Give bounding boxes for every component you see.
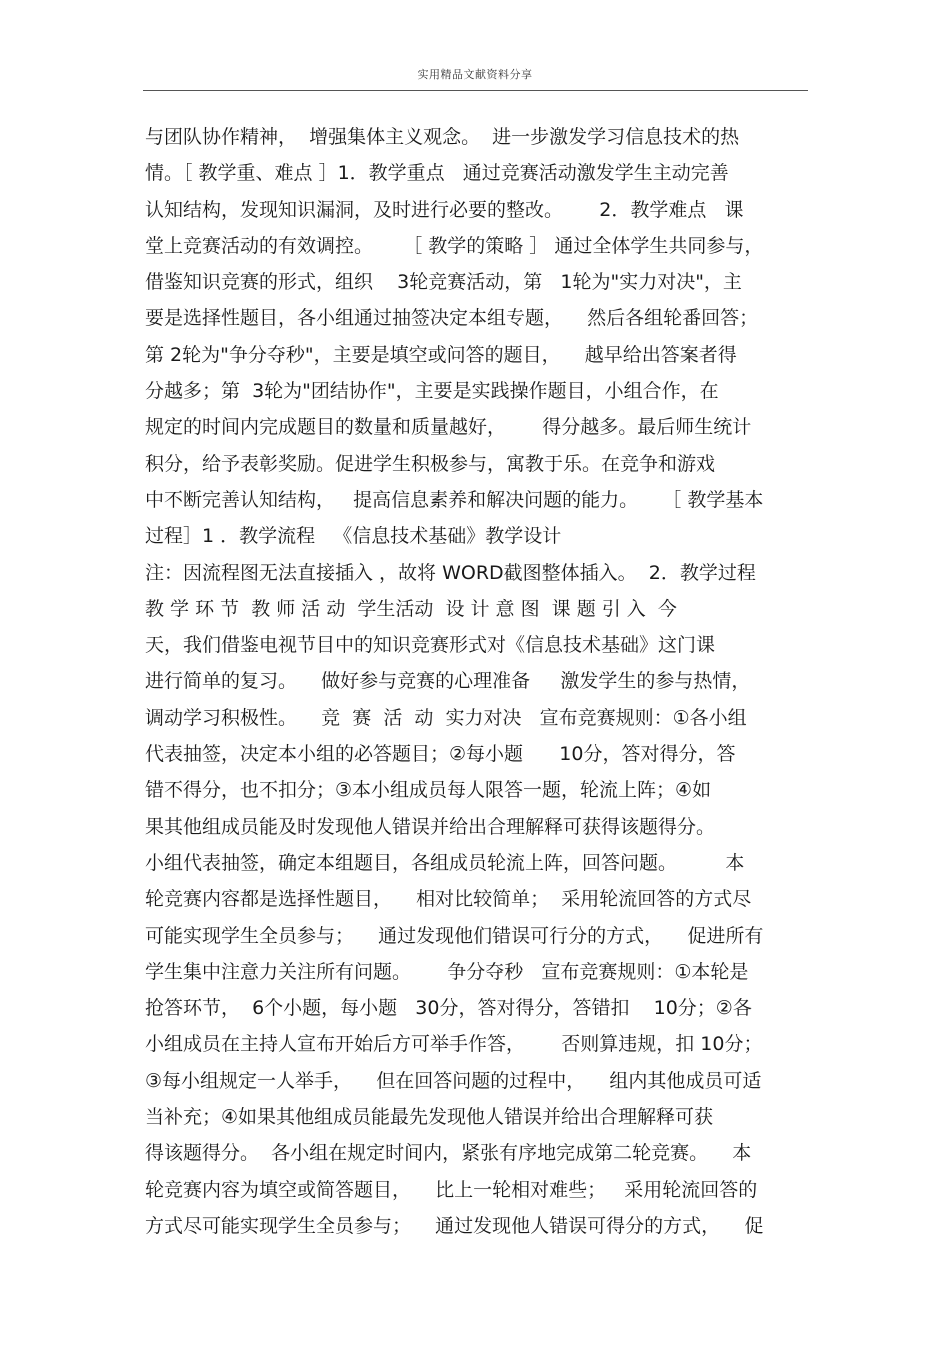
body-line: 情。［ 教学重、难点 ］1．教学重点 通过竞赛活动激发学生主动完善 <box>145 162 729 185</box>
body-line: ③每小组规定一人举手， 但在回答问题的过程中， 组内其他成员可适 <box>145 1069 762 1092</box>
body-line: 分越多；第 3轮为"团结协作"，主要是实践操作题目，小组合作，在 <box>145 380 719 403</box>
body-line: 轮竞赛内容都是选择性题目， 相对比较简单； 采用轮流回答的方式尽 <box>145 888 752 911</box>
body-line: 小组成员在主持人宣布开始后方可举手作答， 否则算违规，扣 10分； <box>145 1033 763 1056</box>
body-line: 借鉴知识竞赛的形式，组织 3轮竞赛活动，第 1轮为"实力对决"，主 <box>145 271 742 294</box>
document-body <box>145 119 810 1244</box>
body-line: 进行简单的复习。 做好参与竞赛的心理准备 激发学生的参与热情， <box>145 670 751 693</box>
body-line: 代表抽签，决定本小组的必答题目；②每小题 10分，答对得分，答 <box>145 743 736 766</box>
body-line: 方式尽可能实现学生全员参与； 通过发现他人错误可得分的方式， 促 <box>145 1214 764 1237</box>
body-line: 抢答环节， 6个小题，每小题 30分，答对得分，答错扣 10分；②各 <box>145 997 752 1020</box>
page-header-title: 实用精品文献资料分享 <box>417 68 533 81</box>
body-line: 与团队协作精神， 增强集体主义观念。 进一步激发学习信息技术的热 <box>145 126 740 148</box>
body-line: 第 2轮为"争分夺秒"，主要是填空或问答的题目， 越早给出答案者得 <box>145 343 737 366</box>
body-line: 积分，给予表彰奖励。促进学生积极参与，寓教于乐。在竞争和游戏 <box>145 452 716 475</box>
body-line: 认知结构，发现知识漏洞，及时进行必要的整改。 2．教学难点 课 <box>145 198 744 221</box>
body-line: 得该题得分。 各小组在规定时间内，紧张有序地完成第二轮竞赛。 本 <box>145 1142 752 1165</box>
body-line: 调动学习积极性。 竞 赛 活 动 实力对决 宣布竞赛规则：①各小组 <box>145 706 747 729</box>
body-line: 小组代表抽签，确定本组题目，各组成员轮流上阵，回答问题。 本 <box>145 851 745 874</box>
body-line: 可能实现学生全员参与； 通过发现他们错误可行分的方式， 促进所有 <box>145 924 764 947</box>
body-line: 果其他组成员能及时发现他人错误并给出合理解释可获得该题得分。 <box>145 815 716 838</box>
body-line: 学生集中注意力关注所有问题。 争分夺秒 宣布竞赛规则：①本轮是 <box>145 960 749 983</box>
body-line: 教 学 环 节 教 师 活 动 学生活动 设 计 意 图 课 题 引 入 今 <box>145 597 677 620</box>
body-line: 过程］1 ．教学流程 《信息技术基础》教学设计 <box>145 525 562 548</box>
body-line: 轮竞赛内容为填空或简答题目， 比上一轮相对难些； 采用轮流回答的 <box>145 1178 758 1201</box>
body-line: 天，我们借鉴电视节目中的知识竞赛形式对《信息技术基础》这门课 <box>145 634 716 657</box>
body-line: 堂上竞赛活动的有效调控。 ［ 教学的策略 ］ 通过全体学生共同参与， <box>145 234 764 257</box>
body-line: 要是选择性题目，各小组通过抽签决定本组专题， 然后各组轮番回答； <box>145 307 759 330</box>
header-divider <box>143 90 808 91</box>
body-line: 中不断完善认知结构， 提高信息素养和解决问题的能力。 ［ 教学基本 <box>145 488 764 511</box>
body-line: 注：因流程图无法直接插入 ，故将 WORD截图整体插入。 2．教学过程 <box>145 561 756 584</box>
body-line: 错不得分，也不扣分；③本小组成员每人限答一题，轮流上阵；④如 <box>145 779 712 802</box>
body-line: 规定的时间内完成题目的数量和质量越好， 得分越多。最后师生统计 <box>145 416 752 439</box>
body-line: 当补充；④如果其他组成员能最先发现他人错误并给出合理解释可获 <box>145 1106 714 1129</box>
